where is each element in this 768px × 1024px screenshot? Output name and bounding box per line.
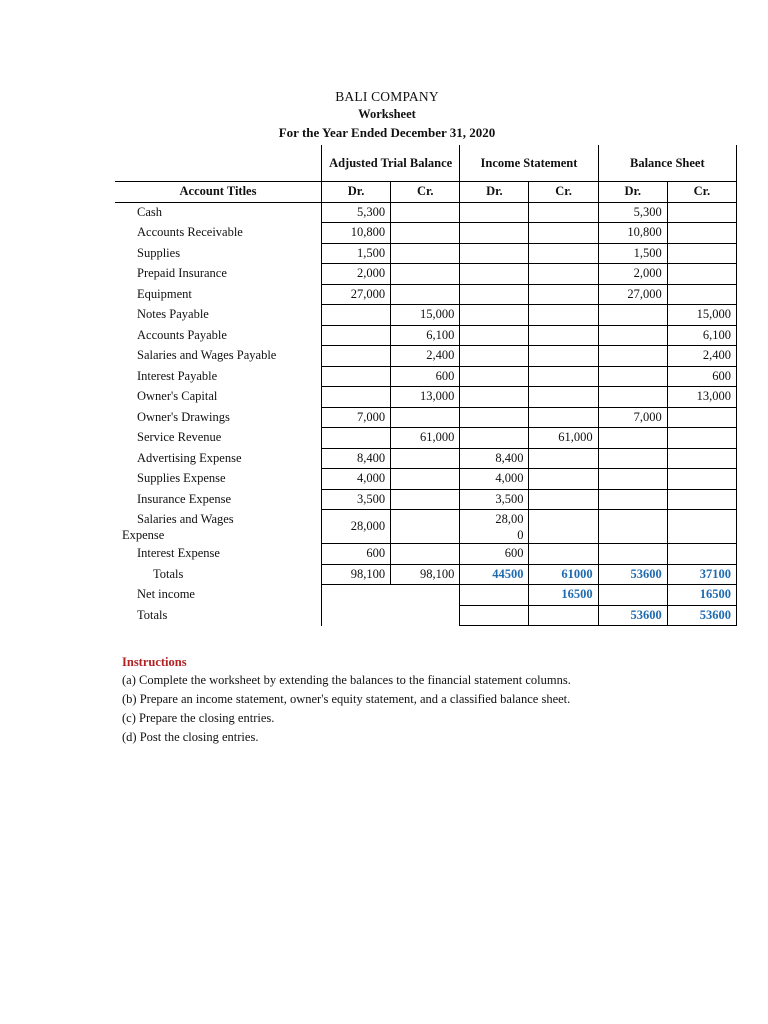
final-bs-dr: 53600 [598, 605, 667, 626]
account-title: Service Revenue [137, 430, 222, 445]
amount-cell-atb-dr [321, 366, 390, 387]
amount-cell-bs-dr [598, 346, 667, 367]
amount-cell-bs-dr [598, 448, 667, 469]
table-row [115, 387, 737, 408]
amount-cell-atb-cr: 13,000 [391, 387, 460, 408]
amount-cell-bs-dr: 5,300 [598, 202, 667, 223]
amount-cell-is-dr [460, 407, 529, 428]
net-income-row [115, 585, 737, 606]
account-title: Prepaid Insurance [137, 266, 227, 281]
amount-cell-is-dr [460, 305, 529, 326]
amount-cell-bs-cr [667, 510, 736, 544]
amount-cell-is-dr [460, 387, 529, 408]
table-row [115, 510, 737, 544]
amount-cell-is-dr [460, 264, 529, 285]
amount-cell-is-cr [529, 305, 598, 326]
amount-cell-bs-cr [667, 469, 736, 490]
blank-cell [321, 585, 390, 606]
amount-cell-atb-cr: 2,400 [391, 346, 460, 367]
amount-cell-is-cr [529, 489, 598, 510]
amount-cell-atb-cr [391, 544, 460, 565]
amount-cell-bs-cr [667, 264, 736, 285]
amount-cell-atb-dr: 8,400 [321, 448, 390, 469]
table-row [115, 223, 737, 244]
amount-cell-bs-cr [667, 243, 736, 264]
amount-cell-is-cr [529, 510, 598, 544]
is-cr-header: Cr. [529, 182, 598, 203]
amount-cell-is-cr [529, 284, 598, 305]
amount-cell-bs-cr [667, 223, 736, 244]
amount-cell-atb-dr: 10,800 [321, 223, 390, 244]
total-cell-atb-cr: 98,100 [391, 564, 460, 585]
table-row [115, 346, 737, 367]
totals-row [115, 564, 737, 585]
bs-dr-header: Dr. [598, 182, 667, 203]
amount-cell-bs-dr: 27,000 [598, 284, 667, 305]
amount-cell-atb-dr: 4,000 [321, 469, 390, 490]
amount-cell-is-cr [529, 346, 598, 367]
amount-cell-is-dr [460, 346, 529, 367]
net-income-bs-dr [598, 585, 667, 606]
table-row [115, 448, 737, 469]
account-title [115, 510, 321, 544]
table-row [115, 544, 737, 565]
total-cell-bs-cr: 37100 [667, 564, 736, 585]
amount-cell-bs-dr: 2,000 [598, 264, 667, 285]
amount-cell-is-dr [460, 243, 529, 264]
amount-cell-is-dr [460, 366, 529, 387]
account-title: Advertising Expense [137, 450, 242, 465]
amount-line1: 28,00 [495, 511, 524, 526]
amount-cell-atb-dr [321, 305, 390, 326]
amount-cell-bs-dr: 7,000 [598, 407, 667, 428]
amount-cell-is-cr [529, 202, 598, 223]
net-income-is-cr: 16500 [529, 585, 598, 606]
account-title: Supplies Expense [137, 471, 226, 486]
final-is-dr [460, 605, 529, 626]
final-bs-cr: 53600 [667, 605, 736, 626]
amount-line2: 0 [517, 527, 524, 542]
amount-cell-bs-cr: 13,000 [667, 387, 736, 408]
amount-cell-is-cr [529, 243, 598, 264]
amount-cell-bs-dr: 1,500 [598, 243, 667, 264]
instructions-heading: Instructions [122, 655, 187, 669]
amount-cell-is-cr [529, 469, 598, 490]
amount-cell-bs-dr [598, 305, 667, 326]
company-name: BALI COMPANY [335, 89, 439, 104]
amount-cell-bs-dr [598, 387, 667, 408]
amount-cell-bs-dr: 10,800 [598, 223, 667, 244]
amount-cell-atb-dr [321, 346, 390, 367]
account-titles-header: Account Titles [115, 182, 321, 203]
amount-cell-is-cr [529, 544, 598, 565]
instruction-item: (b) Prepare an income statement, owner's equity statement, and a classified balance sheet. [122, 692, 571, 706]
amount-cell-bs-cr [667, 544, 736, 565]
amount-cell-bs-cr: 6,100 [667, 325, 736, 346]
amount-cell-bs-dr [598, 428, 667, 449]
account-title: Owner's Capital [137, 389, 218, 404]
amount-cell-atb-cr [391, 489, 460, 510]
instruction-item: (c) Prepare the closing entries. [122, 711, 275, 725]
amount-cell-is-cr [529, 387, 598, 408]
amount-cell-bs-cr: 15,000 [667, 305, 736, 326]
amount-cell-bs-cr [667, 284, 736, 305]
amount-cell-is-cr [529, 448, 598, 469]
account-title: Interest Payable [137, 368, 218, 383]
balance-sheet-header: Balance Sheet [598, 145, 736, 182]
amount-cell-is-cr [529, 264, 598, 285]
amount-cell-atb-dr: 2,000 [321, 264, 390, 285]
amount-cell-atb-dr [321, 325, 390, 346]
amount-cell-atb-cr [391, 264, 460, 285]
amount-cell-bs-dr [598, 510, 667, 544]
amount-cell-atb-dr [321, 387, 390, 408]
account-title: Cash [137, 205, 162, 219]
table-row [115, 469, 737, 490]
account-title: Owner's Drawings [137, 409, 230, 424]
amount-cell-is-cr [529, 223, 598, 244]
table-row [115, 264, 737, 285]
instruction-item: (a) Complete the worksheet by extending the balances to the financial statement columns. [122, 673, 571, 687]
instruction-item: (d) Post the closing entries. [122, 730, 259, 744]
net-income-bs-cr: 16500 [667, 585, 736, 606]
amount-cell-atb-dr: 1,500 [321, 243, 390, 264]
amount-cell-bs-cr [667, 489, 736, 510]
amount-cell-atb-cr [391, 202, 460, 223]
amount-cell-atb-cr [391, 510, 460, 544]
totals-label: Totals [153, 566, 184, 581]
account-title: Interest Expense [137, 546, 220, 561]
amount-cell-atb-dr: 600 [321, 544, 390, 565]
amount-cell-bs-dr [598, 489, 667, 510]
account-title: Accounts Payable [137, 327, 227, 342]
is-dr-header: Dr. [460, 182, 529, 203]
amount-cell-is-dr [460, 284, 529, 305]
amount-cell-atb-dr: 7,000 [321, 407, 390, 428]
amount-cell-is-dr [460, 510, 529, 544]
atb-cr-header: Cr. [391, 182, 460, 203]
amount-cell-atb-dr: 27,000 [321, 284, 390, 305]
amount-cell-bs-dr [598, 469, 667, 490]
account-title-line2: Expense [122, 527, 165, 542]
amount-cell-is-cr: 61,000 [529, 428, 598, 449]
amount-cell-is-cr [529, 366, 598, 387]
amount-cell-is-cr [529, 325, 598, 346]
atb-dr-header: Dr. [321, 182, 390, 203]
account-title: Accounts Receivable [137, 225, 243, 240]
amount-cell-bs-cr [667, 407, 736, 428]
amount-cell-is-dr: 4,000 [460, 469, 529, 490]
amount-cell-atb-cr [391, 284, 460, 305]
amount-cell-bs-dr [598, 325, 667, 346]
amount-cell-bs-cr [667, 202, 736, 223]
amount-cell-atb-cr: 600 [391, 366, 460, 387]
amount-cell-is-dr [460, 223, 529, 244]
amount-cell-bs-cr [667, 428, 736, 449]
table-row [115, 489, 737, 510]
final-totals-label: Totals [137, 607, 168, 622]
amount-cell-is-dr [460, 428, 529, 449]
amount-cell-bs-cr: 600 [667, 366, 736, 387]
amount-cell-atb-dr [321, 428, 390, 449]
amount-cell-atb-cr: 61,000 [391, 428, 460, 449]
amount-cell-bs-dr [598, 544, 667, 565]
table-row [115, 243, 737, 264]
table-row [115, 305, 737, 326]
account-title: Salaries and Wages Payable [137, 348, 277, 363]
blank-cell [391, 605, 460, 626]
total-cell-atb-dr: 98,100 [321, 564, 390, 585]
bs-cr-header: Cr. [667, 182, 736, 203]
amount-cell-is-dr [460, 202, 529, 223]
total-cell-is-cr: 61000 [529, 564, 598, 585]
account-title: Insurance Expense [137, 491, 232, 506]
table-row [115, 428, 737, 449]
blank-cell [321, 605, 390, 626]
total-cell-is-dr: 44500 [460, 564, 529, 585]
amount-cell-atb-cr [391, 243, 460, 264]
amount-cell-atb-cr: 6,100 [391, 325, 460, 346]
document-title: Worksheet [358, 107, 416, 121]
amount-cell-atb-dr: 3,500 [321, 489, 390, 510]
amount-cell-is-cr [529, 407, 598, 428]
account-title: Supplies [137, 245, 181, 260]
table-row [115, 284, 737, 305]
column-header-row [115, 182, 737, 203]
account-title: Notes Payable [137, 307, 209, 322]
period-title: For the Year Ended December 31, 2020 [278, 125, 496, 140]
amount-cell-bs-cr [667, 448, 736, 469]
account-title-line1: Salaries and Wages [137, 511, 234, 526]
amount-cell-atb-cr [391, 407, 460, 428]
amount-cell-atb-dr: 5,300 [321, 202, 390, 223]
account-title: Equipment [137, 286, 192, 301]
amount-cell-is-dr: 3,500 [460, 489, 529, 510]
amount-cell-bs-cr: 2,400 [667, 346, 736, 367]
total-cell-bs-dr: 53600 [598, 564, 667, 585]
amount-cell-bs-dr [598, 366, 667, 387]
adjusted-trial-balance-header: Adjusted Trial Balance [321, 145, 459, 182]
amount-cell-atb-cr [391, 448, 460, 469]
net-income-is-dr [460, 585, 529, 606]
amount-cell-is-dr: 600 [460, 544, 529, 565]
final-totals-row [115, 605, 737, 626]
amount-cell-atb-dr: 28,000 [321, 510, 390, 544]
table-row [115, 366, 737, 387]
table-row [115, 202, 737, 223]
net-income-label: Net income [137, 587, 195, 602]
worksheet-table [115, 145, 737, 626]
amount-cell-is-dr [460, 325, 529, 346]
income-statement-header: Income Statement [460, 145, 598, 182]
amount-cell-is-dr: 8,400 [460, 448, 529, 469]
table-row [115, 407, 737, 428]
blank-cell [391, 585, 460, 606]
final-is-cr [529, 605, 598, 626]
table-row [115, 325, 737, 346]
amount-cell-atb-cr: 15,000 [391, 305, 460, 326]
amount-cell-atb-cr [391, 469, 460, 490]
amount-cell-atb-cr [391, 223, 460, 244]
group-header-row [115, 145, 737, 182]
